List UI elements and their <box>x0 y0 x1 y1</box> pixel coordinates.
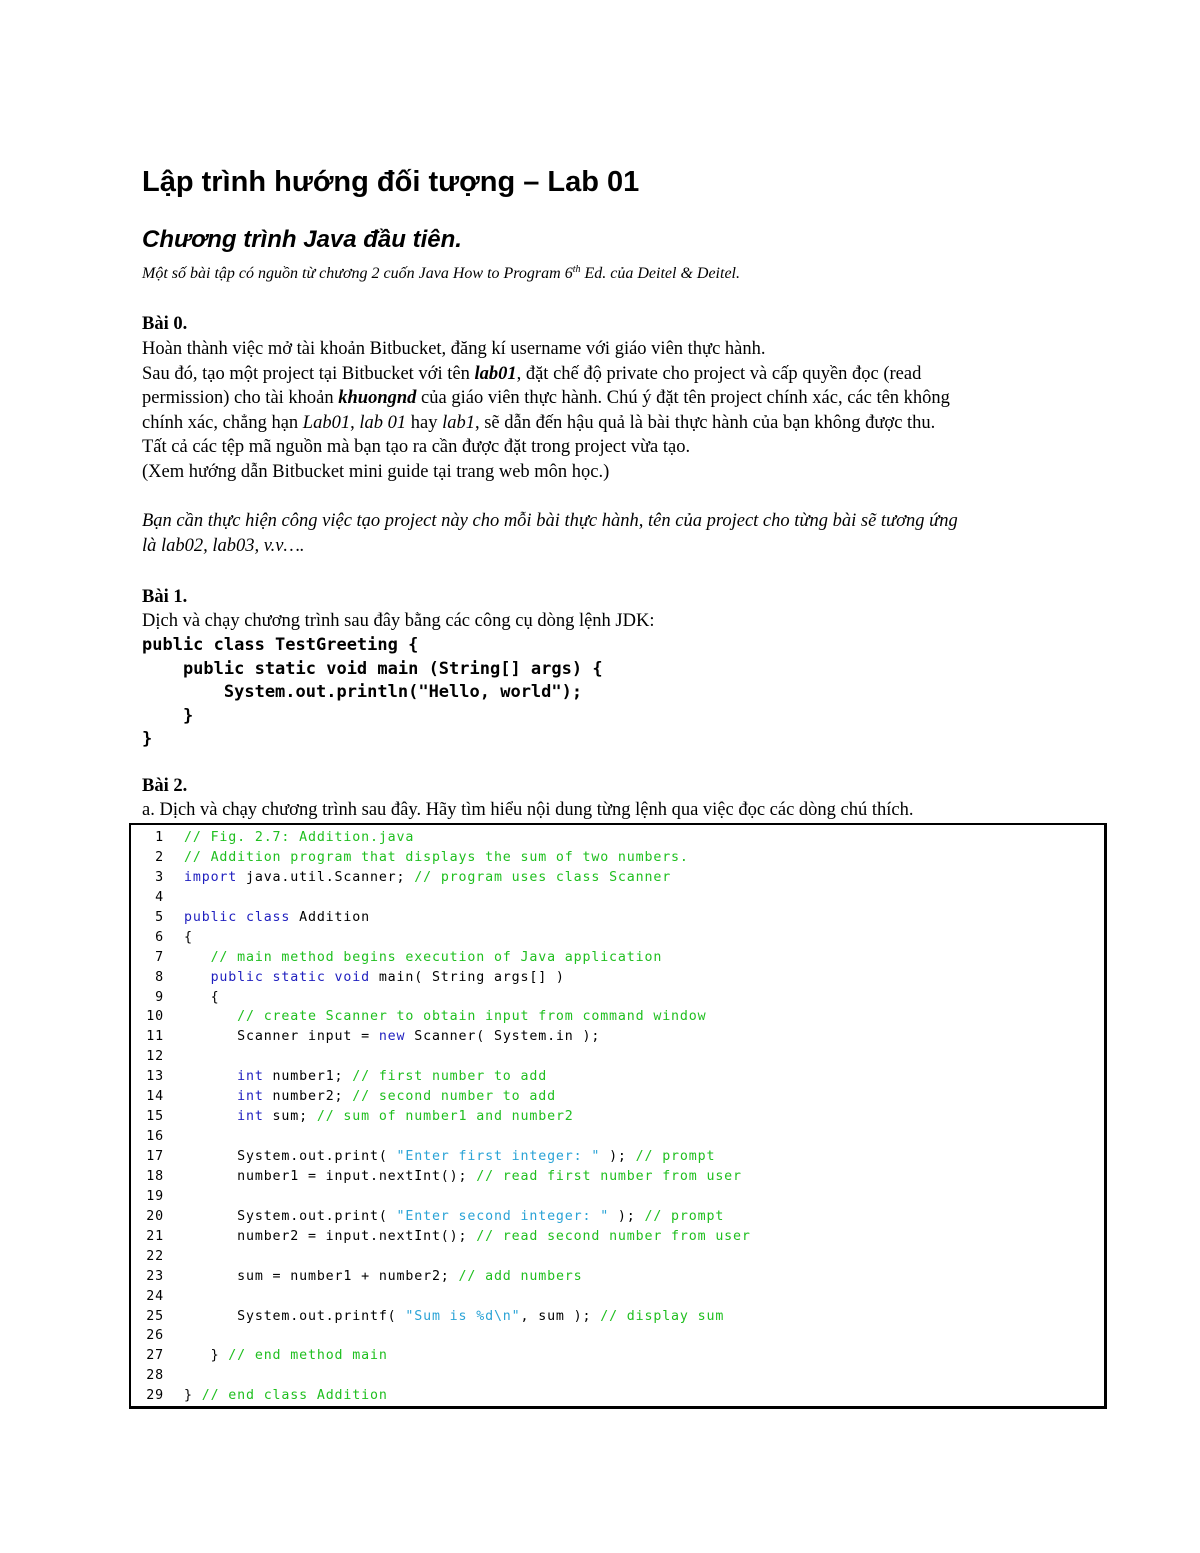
code-line <box>131 988 751 1008</box>
code-comment: // first number to add <box>352 1069 548 1085</box>
page-title: Lập trình hướng đối tượng – Lab 01 <box>142 166 640 198</box>
line-number: 12 <box>146 1049 164 1065</box>
code-string: "Enter second integer: " <box>396 1208 610 1224</box>
bai1-instruction: Dịch và chạy chương trình sau đây bằng các công cụ dòng lệnh JDK: <box>142 611 655 631</box>
code-line <box>131 1067 751 1087</box>
code-text: System.out.print( <box>184 1149 397 1164</box>
bai0-heading: Bài 0. <box>142 314 188 334</box>
line-number: 22 <box>146 1248 164 1264</box>
line-number: 25 <box>146 1308 164 1324</box>
bai0-line-1: Hoàn thành việc mở tài khoản Bitbucket, đăng kí username với giáo viên thực hành. <box>142 339 766 359</box>
code-line <box>131 928 751 948</box>
bai0-note-line-1: Bạn cần thực hiện công việc tạo project này cho mỗi bài thực hành, tên của project cho từng bài sẽ tương ứng <box>142 511 958 531</box>
code-line <box>131 1007 751 1027</box>
page-subtitle: Chương trình Java đầu tiên. <box>142 226 462 253</box>
code-text: main( String args[] ) <box>369 969 565 985</box>
code-comment: // read first number from user <box>476 1168 742 1184</box>
code-line <box>131 1267 751 1287</box>
code-line <box>131 1047 751 1067</box>
code-comment: // Addition program that displays the sum of two numbers. <box>184 849 689 865</box>
bai0-line-6: (Xem hướng dẫn Bitbucket mini guide tại trang web môn học.) <box>142 462 610 482</box>
code-line <box>131 1366 751 1386</box>
line-number: 21 <box>146 1228 164 1244</box>
code-comment: // sum of number1 and number2 <box>316 1109 574 1125</box>
line-number: 24 <box>146 1288 164 1304</box>
wrong-name-example: lab1 <box>442 413 475 433</box>
code-keyword: int <box>184 1109 264 1125</box>
text: , <box>350 413 360 433</box>
code-text: number2 = input.nextInt(); <box>184 1228 477 1244</box>
line-number: 27 <box>146 1348 164 1364</box>
wrong-name-example: lab 01 <box>359 413 407 433</box>
code-text: ); <box>600 1149 636 1164</box>
wrong-name-example: Lab01 <box>302 413 351 433</box>
greeting-code-block <box>142 634 603 752</box>
line-number: 5 <box>155 909 164 925</box>
code-line <box>131 1346 751 1366</box>
line-number: 26 <box>146 1328 164 1344</box>
code-text: } <box>184 1348 229 1364</box>
code-keyword: int <box>184 1089 264 1105</box>
code-keyword: int <box>184 1069 264 1085</box>
code-line <box>131 948 751 968</box>
code-comment: // read second number from user <box>476 1228 751 1244</box>
code-line <box>131 968 751 988</box>
code-line <box>131 1027 751 1047</box>
text: , đặt chế độ private cho project và cấp quyền đọc (read <box>516 364 922 384</box>
code-comment: // second number to add <box>352 1089 556 1105</box>
text: , sẽ dẫn đến hậu quả là bài thực hành của bạn không được thu. <box>474 413 936 433</box>
line-number: 23 <box>146 1268 164 1284</box>
text: của giáo viên thực hành. Chú ý đặt tên project chính xác, các tên không <box>416 388 950 408</box>
bai0-line-2 <box>142 362 921 387</box>
line-number: 6 <box>155 929 164 945</box>
code-lines <box>131 828 751 1406</box>
line-number: 8 <box>155 969 164 985</box>
line-number: 15 <box>146 1109 164 1125</box>
code-text: number2; <box>263 1089 353 1105</box>
bai0-line-5: Tất cả các tệp mã nguồn mà bạn tạo ra cần được đặt trong project vừa tạo. <box>142 437 691 457</box>
code-line <box>131 1307 751 1327</box>
code-string: "Enter first integer: " <box>396 1149 601 1164</box>
code-line <box>131 1247 751 1267</box>
bai2-instruction: a. Dịch và chạy chương trình sau đây. Hãy tìm hiểu nội dung từng lệnh qua việc đọc các dòng chú thích. <box>142 800 914 820</box>
code-line <box>131 1107 751 1127</box>
code-line <box>131 1386 751 1406</box>
line-number: 28 <box>146 1368 164 1384</box>
project-name-emphasis: lab01 <box>474 364 517 384</box>
line-number: 10 <box>146 1009 164 1025</box>
text: Sau đó, tạo một project tại Bitbucket với tên <box>142 364 475 384</box>
code-line <box>131 1207 751 1227</box>
code-line <box>131 888 751 908</box>
line-number: 7 <box>155 949 164 965</box>
bai1-heading: Bài 1. <box>142 587 188 607</box>
code-text: sum; <box>263 1109 317 1125</box>
bai0-line-4 <box>142 411 935 436</box>
account-name-emphasis: khuongnd <box>338 388 417 408</box>
line-number: 17 <box>146 1149 164 1164</box>
code-text: Addition <box>290 909 370 925</box>
code-comment: // display sum <box>600 1308 725 1324</box>
line-number: 11 <box>146 1029 164 1045</box>
code-comment: // prompt <box>644 1208 725 1224</box>
code-line: } <box>142 705 194 726</box>
code-keyword: new <box>378 1029 406 1045</box>
source-note <box>142 262 740 286</box>
bai2-heading: Bài 2. <box>142 776 188 796</box>
code-line: public class TestGreeting { <box>142 635 419 655</box>
code-comment: // prompt <box>635 1149 716 1164</box>
code-text: number1; <box>263 1069 353 1085</box>
code-line <box>131 1167 751 1187</box>
line-number: 29 <box>146 1388 164 1404</box>
code-line <box>131 1227 751 1247</box>
code-comment: // add numbers <box>458 1268 583 1284</box>
code-line <box>131 1127 751 1147</box>
code-text: , sum ); <box>520 1308 601 1324</box>
code-line: System.out.println("Hello, world"); <box>142 682 583 703</box>
line-number: 3 <box>155 869 164 885</box>
code-line <box>131 868 751 888</box>
code-text: } <box>184 1388 202 1404</box>
code-line <box>131 1326 751 1346</box>
code-line: public static void main (String[] args) { <box>142 658 603 679</box>
code-text: Scanner( System.in ); <box>405 1029 601 1045</box>
source-note-text-end: Ed. của Deitel & Deitel. <box>580 265 740 282</box>
code-line: } <box>142 729 153 750</box>
code-line <box>131 848 751 868</box>
code-text: { <box>184 989 220 1005</box>
bai0-note-line-2: là lab02, lab03, v.v…. <box>142 536 305 556</box>
code-keyword: public static void <box>184 969 370 985</box>
code-comment: // end method main <box>228 1348 388 1364</box>
line-number: 14 <box>146 1089 164 1105</box>
code-keyword: import <box>184 869 238 885</box>
source-note-text: Một số bài tập có nguồn từ chương 2 cuốn Java How to Program 6 <box>142 265 573 282</box>
code-line <box>131 1147 751 1167</box>
code-comment: // end class Addition <box>201 1388 388 1404</box>
line-number: 2 <box>155 849 164 865</box>
code-text: Scanner input = <box>184 1029 379 1045</box>
source-note-superscript: th <box>572 264 581 275</box>
text: hay <box>406 413 443 433</box>
code-keyword: public class <box>184 909 291 925</box>
line-number: 19 <box>146 1188 164 1204</box>
line-number: 1 <box>155 830 164 845</box>
line-number: 18 <box>146 1168 164 1184</box>
code-comment: // create Scanner to obtain input from command window <box>184 1009 707 1025</box>
code-string: "Sum is %d\n" <box>405 1308 521 1324</box>
code-line <box>131 908 751 928</box>
code-text: ); <box>609 1208 645 1224</box>
line-number: 4 <box>155 889 164 905</box>
line-number: 9 <box>155 989 164 1005</box>
code-comment: // Fig. 2.7: Addition.java <box>184 830 415 845</box>
text: permission) cho tài khoản <box>142 388 339 408</box>
line-number: 16 <box>146 1129 164 1145</box>
code-comment: // main method begins execution of Java application <box>184 949 663 965</box>
code-text: sum = number1 + number2; <box>184 1268 459 1284</box>
code-text: System.out.printf( <box>184 1308 406 1324</box>
line-number: 20 <box>146 1208 164 1224</box>
code-text: java.util.Scanner; <box>237 869 415 885</box>
code-line <box>131 1187 751 1207</box>
code-line <box>131 1287 751 1307</box>
bai0-line-3 <box>142 386 950 411</box>
line-number: 13 <box>146 1069 164 1085</box>
code-text: number1 = input.nextInt(); <box>184 1168 477 1184</box>
code-text: { <box>184 929 193 945</box>
text: chính xác, chẳng hạn <box>142 413 303 433</box>
code-line <box>131 1087 751 1107</box>
addition-code-listing <box>129 823 1107 1409</box>
code-text: System.out.print( <box>184 1208 397 1224</box>
code-line <box>131 828 751 848</box>
code-comment: // program uses class Scanner <box>414 869 672 885</box>
